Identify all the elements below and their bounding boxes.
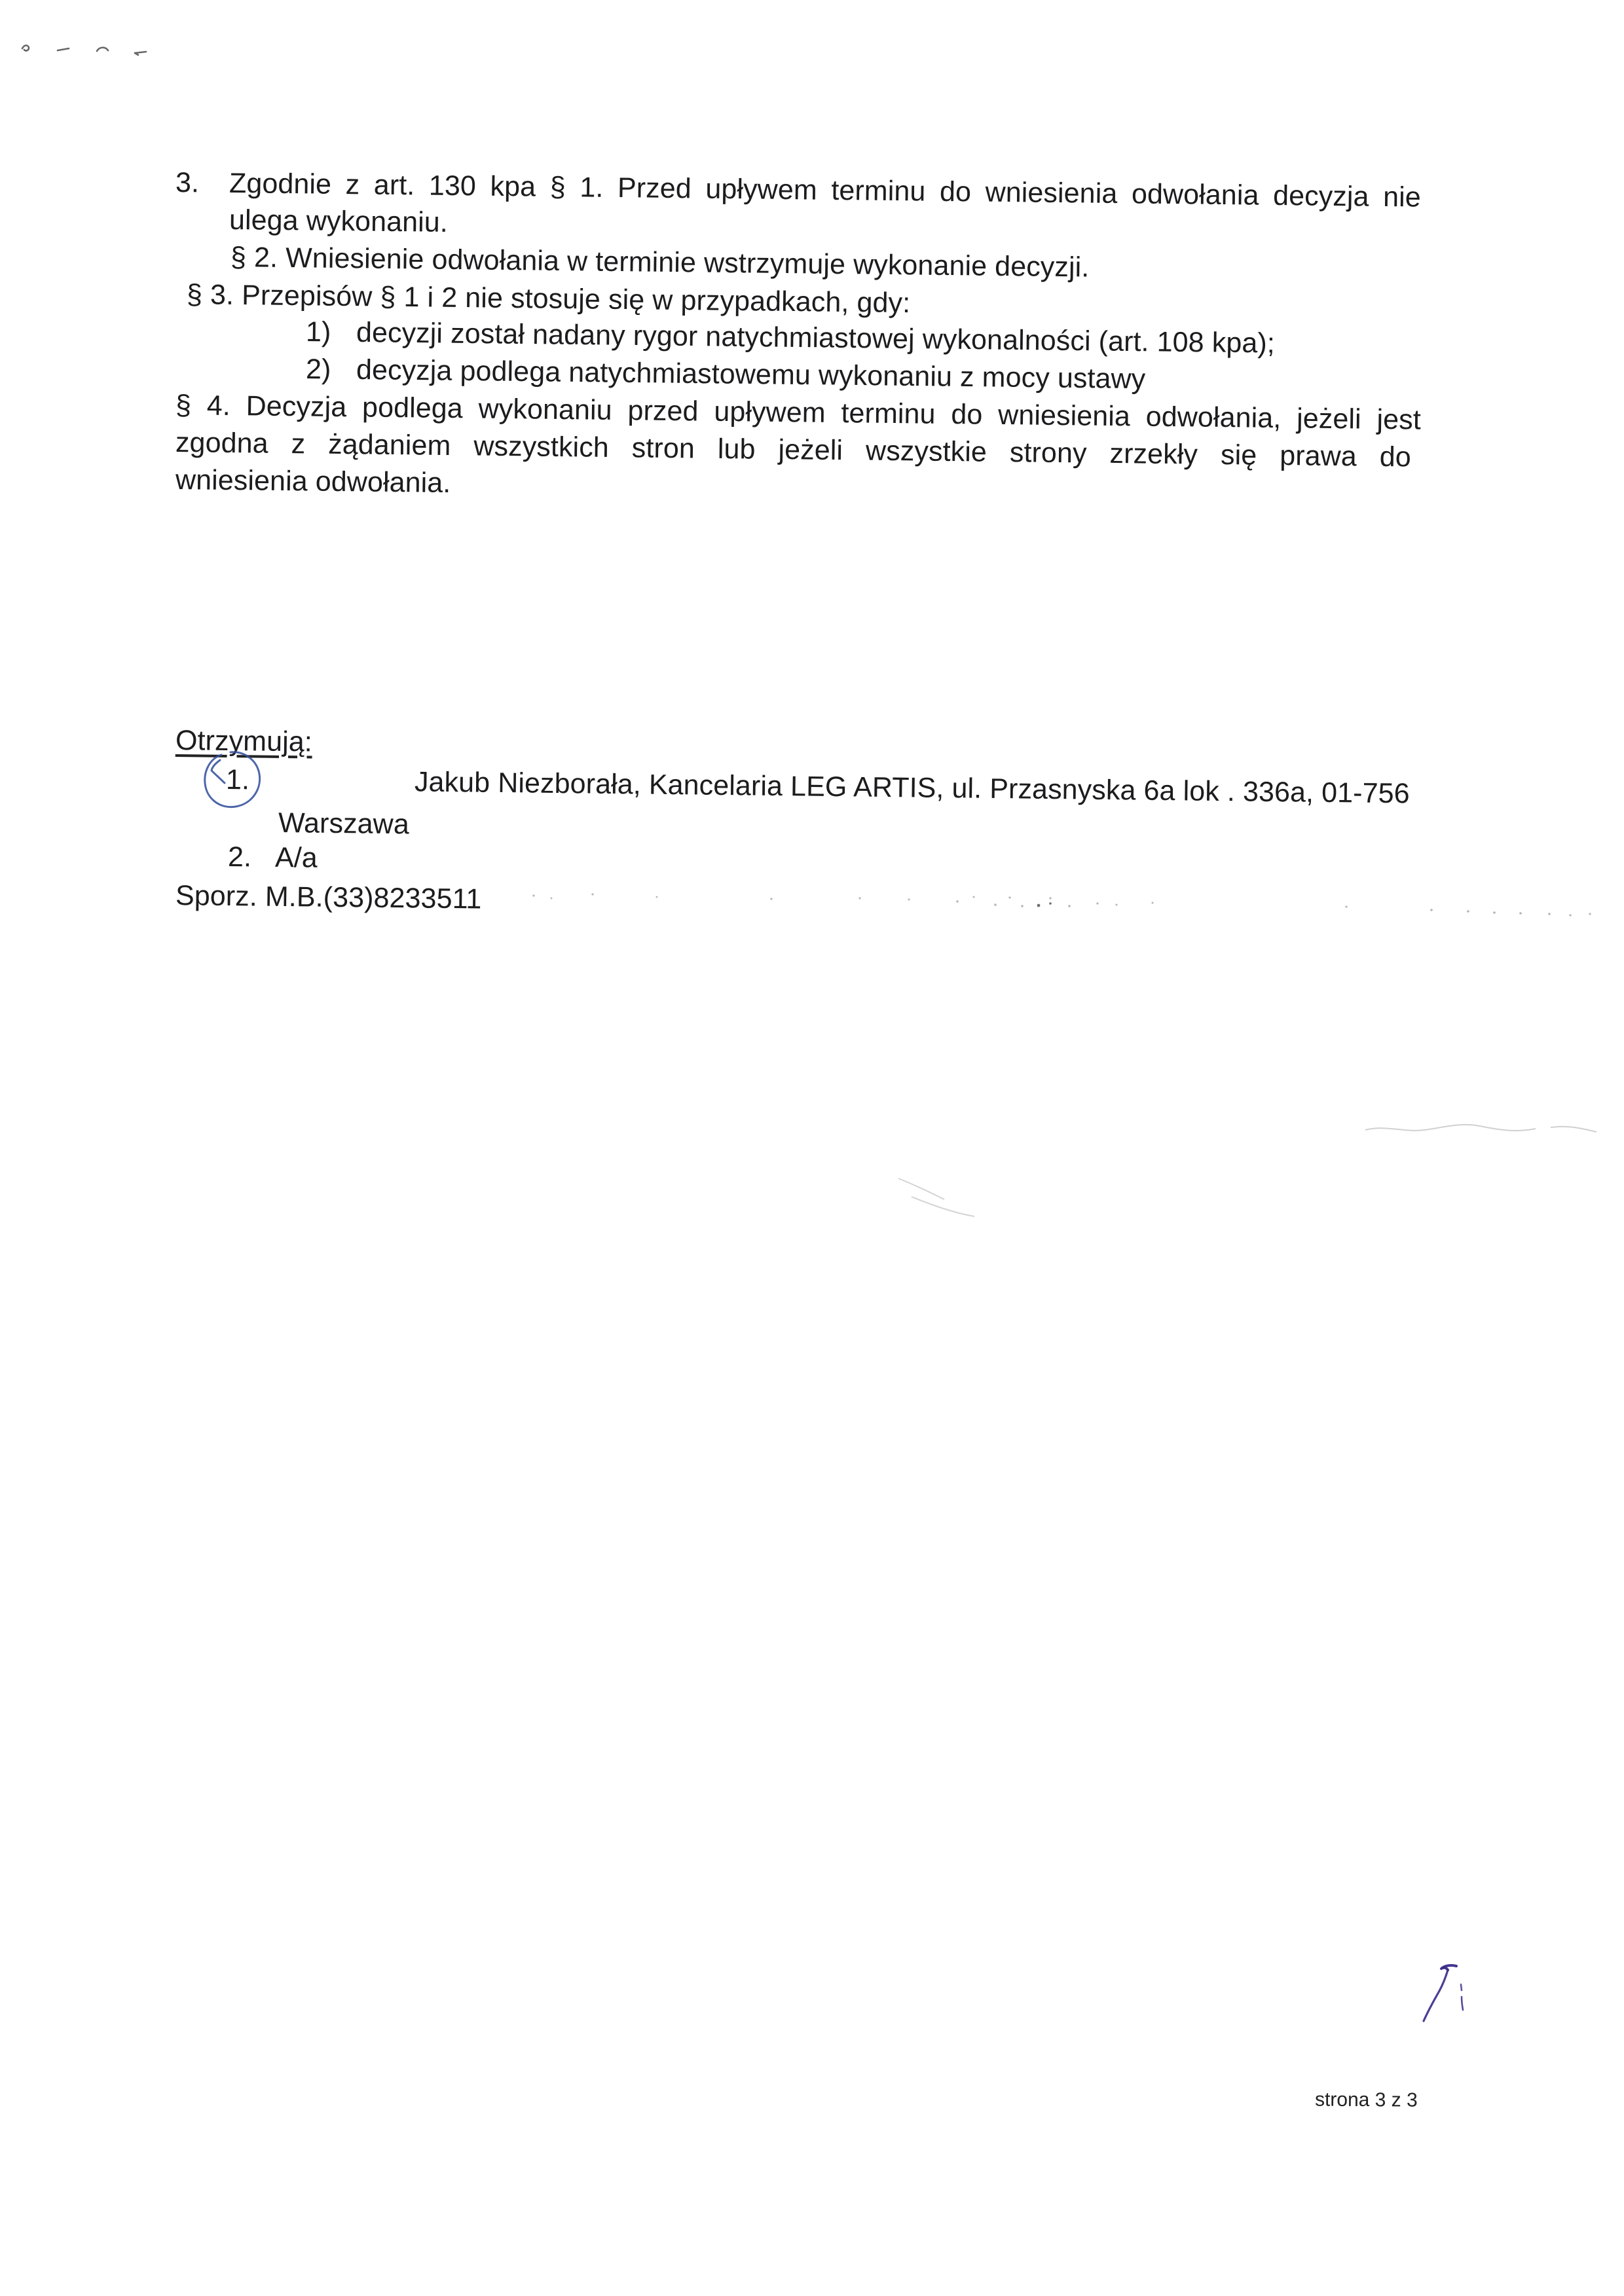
recipient-item-2 xyxy=(228,840,318,875)
list-marker-1p: 1) xyxy=(305,316,331,348)
recipient-1-marker: 1. xyxy=(225,764,250,796)
body-line-par4-1: § 4. Decyzja podlega wykonaniu przed upływem terminu do wniesienia odwołania, jeżeli jest xyxy=(175,390,1422,436)
body-line-par4-3: wniesienia odwołania. xyxy=(175,464,451,499)
body-line-sub2 xyxy=(306,352,1146,396)
recipient-2-text: A/a xyxy=(274,841,318,874)
body-line-par3: § 3. Przepisów § 1 i 2 nie stosuje się w przypadkach, gdy: xyxy=(186,279,911,319)
recipient-1-wrap: Warszawa xyxy=(278,807,410,841)
prepared-by-line: Sporz. M.B.(33)8233511 xyxy=(175,880,482,915)
pen-mark-annotation xyxy=(1413,1959,1486,2028)
recipient-item-1 xyxy=(226,763,1410,811)
body-line-par4-2: zgodna z żądaniem wszystkich stron lub jeżeli wszystkie strony zrzekły się prawa do xyxy=(175,427,1412,473)
body-line-item3-2: ulega wykonaniu. xyxy=(229,204,449,238)
list-marker-3: 3. xyxy=(175,167,200,199)
body-text: decyzja podlega natychmiastowemu wykonaniu z mocy ustawy xyxy=(356,354,1146,395)
body-text: decyzji został nadany rygor natychmiastowej wykonalności (art. 108 kpa); xyxy=(356,316,1276,359)
recipients-heading: Otrzymują: xyxy=(175,725,313,758)
recipient-1-text: Jakub Niezborała, Kancelaria LEG ARTIS, ul. Przasnyska 6a lok . 336a, 01-756 xyxy=(414,766,1410,810)
recipient-2-marker: 2. xyxy=(227,841,252,873)
body-line-par2: § 2. Wniesienie odwołania w terminie wstrzymuje wykonanie decyzji. xyxy=(230,242,1090,283)
body-text: Zgodnie z art. 130 kpa § 1. Przed upływem terminu do wniesienia odwołania decyzja nie xyxy=(229,167,1422,213)
list-marker-2p: 2) xyxy=(305,354,331,386)
footer-page-number: strona 3 z 3 xyxy=(1314,2088,1418,2111)
